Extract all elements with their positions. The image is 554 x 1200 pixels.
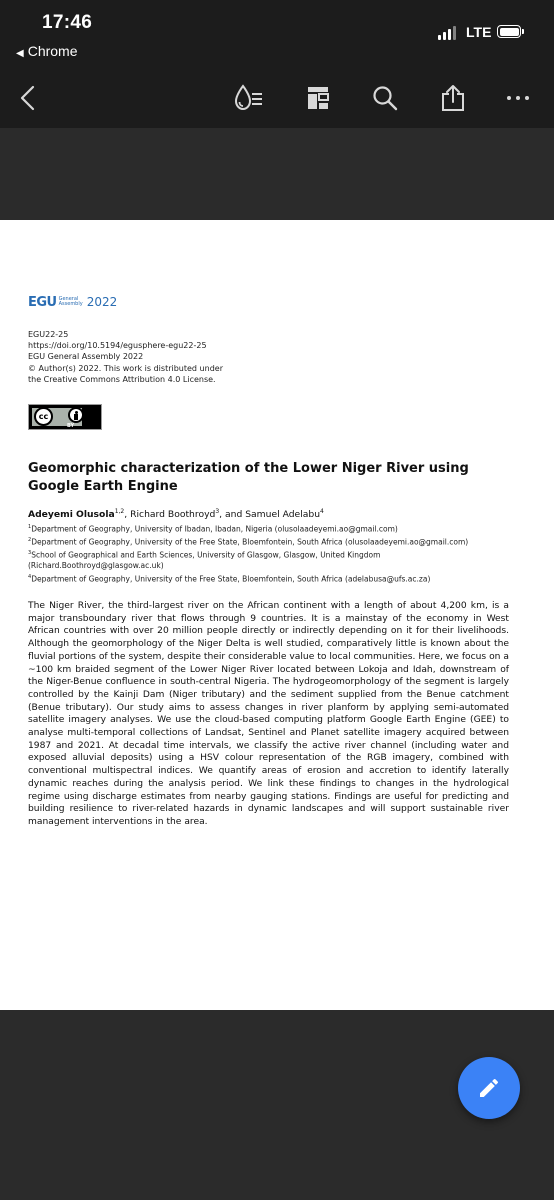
copyright-line-1: © Author(s) 2022. This work is distributed under [28, 363, 223, 373]
back-triangle-icon: ◀ [16, 48, 24, 59]
affiliation-3-email: (Richard.Boothroyd@glasgow.ac.uk) [28, 561, 164, 571]
abstract-metadata [28, 329, 223, 385]
author-2: , Richard Boothroyd [124, 509, 216, 521]
conference-name: EGU General Assembly 2022 [28, 352, 144, 362]
battery-icon [497, 25, 521, 38]
cc-icon: cc [34, 407, 53, 426]
layout-icon[interactable] [298, 78, 338, 118]
pencil-icon [477, 1076, 501, 1100]
reading-mode-icon[interactable] [229, 78, 269, 118]
viewer-background-top [0, 128, 554, 220]
author-3-affil: 4 [320, 508, 324, 515]
author-1: Adeyemi Olusola [28, 509, 115, 521]
author-list [28, 508, 324, 520]
abstract-body: The Niger River, the third-largest river on the African continent with a length of about 4,200 km, is a major transboundary river that flows through 9 countries. It is a mainstay of the economy in West African countries with over 20 million people directly or indirectly depending on it for their livelihoods. Although the geomorphology of the Niger Delta is well studied, comparatively little is known about the fluvial portions of the system, despite their considerable value to local communities. Here, we focus on a ~100 km braided segment of the Lower Niger River located between Lokoja and Idah, downstream of the Niger-Benue confluence in south-central Nigeria. The hydrogeomorphology of the segment is largely controlled by the Kainji Dam (Niger tributary) and the sediment supplied from the Benue catchment (Benue tributary). Our study aims to assess changes in river planform by applying semi-automated satellite imagery analyses. We use the cloud-based computing platform Google Earth Engine (GEE) to analyse multi-temporal collections of Landsat, Sentinel and Planet satellite imagery acquired between 1987 and 2021. At decadal time intervals, we classify the active river channel (including water and exposed alluvial deposits) using a HSV colour representation of the RGB imagery, combined with conventional multispectral indices. We quantify areas of erosion and accretion to identify laterally dynamic reaches during the analysis period. We link these findings to changes in the hydrological regime using discharge estimates from nearby gauging stations. Findings are useful for predicting and building resilience to river-related hazards in dynamic landscapes and will support sustainable river management interventions in the area. [28, 601, 509, 827]
egu-logo [28, 292, 117, 312]
edit-fab-button[interactable] [458, 1057, 520, 1119]
attribution-person-icon [68, 407, 84, 423]
affiliation-1: $^1$Department of Geography, University of Ibadan, Ibadan, Nigeria (olusolaadeyemi.ao@gmail.com) [28, 524, 398, 534]
pdf-page[interactable] [0, 220, 554, 1010]
status-bar [0, 0, 554, 70]
doi-link[interactable]: https://doi.org/10.5194/egusphere-egu22-25 [28, 341, 207, 351]
copyright-line-2: the Creative Commons Attribution 4.0 License. [28, 374, 216, 384]
status-time: 17:46 [42, 12, 93, 33]
author-3: , and Samuel Adelabu [219, 509, 321, 521]
author-2-affil: 3 [215, 508, 220, 515]
affiliation-3: $^3$School of Geographical and Earth Sciences, University of Glasgow, Glasgow, United Kingdom [28, 549, 381, 560]
affiliations [28, 522, 528, 584]
paper-title: Geomorphic characterization of the Lower Niger River using Google Earth Engine [28, 461, 469, 494]
author-1-affil: 1,2 [114, 508, 125, 515]
by-label: BY [67, 423, 75, 429]
share-icon[interactable] [433, 78, 473, 118]
abstract-id: EGU22-25 [28, 330, 69, 339]
search-icon[interactable] [365, 78, 405, 118]
more-icon[interactable] [498, 78, 538, 118]
back-to-app-link[interactable] [16, 43, 78, 59]
egu-logo-year: 2022 [86, 295, 118, 309]
egu-logo-mark: EGU [28, 294, 57, 310]
egu-logo-subtitle: General Assembly [58, 296, 83, 307]
viewer-toolbar [0, 70, 554, 128]
cc-by-license-badge [28, 404, 102, 430]
network-label: LTE [466, 24, 492, 40]
signal-icon [438, 26, 460, 40]
affiliation-2: $^2$Department of Geography, University of the Free State, Bloemfontein, South Africa (olusolaadeyemi.ao@gmail.com) [28, 536, 469, 547]
affiliation-4: $^4$Department of Geography, University of the Free State, Bloemfontein, South Africa (adelabusa@ufs.ac.za) [28, 573, 431, 584]
back-app-label: Chrome [27, 43, 78, 59]
back-chevron-icon[interactable] [8, 78, 48, 118]
